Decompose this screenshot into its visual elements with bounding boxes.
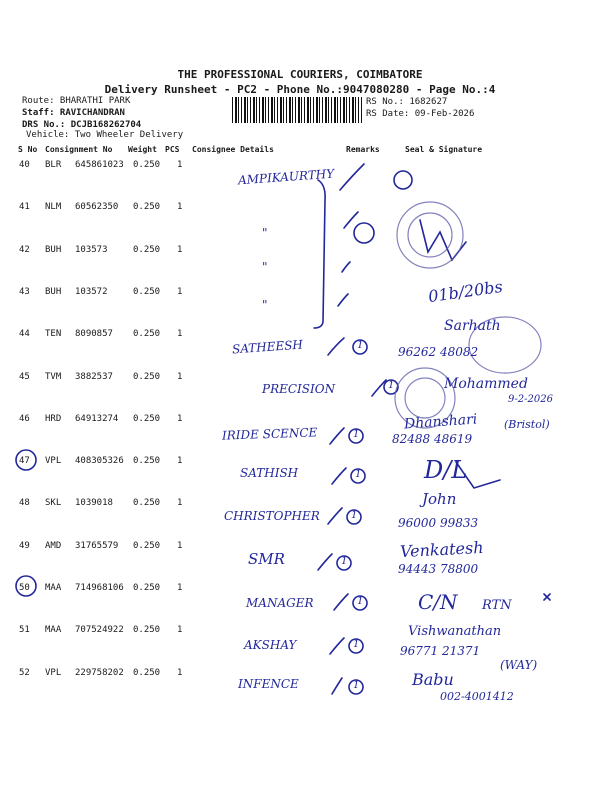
- row-pcs: 1: [177, 583, 183, 593]
- signature-scribble: [420, 220, 466, 260]
- sno-circle: [16, 576, 36, 596]
- row-weight: 0.250: [133, 413, 161, 424]
- row-sno: 40: [19, 160, 30, 170]
- tick-mark: [328, 338, 344, 355]
- row-weight: 0.250: [133, 371, 161, 382]
- row-consignment-number: 60562350: [75, 202, 119, 213]
- row-consignment-code: SKL: [45, 498, 62, 509]
- hw-signature-50-cn: C/N: [418, 590, 458, 614]
- row-consignment-code: TVM: [45, 371, 62, 382]
- row-consignment-code: TEN: [45, 329, 62, 340]
- row-sno: 51: [19, 625, 30, 636]
- hw-remark-52: 1: [353, 680, 360, 691]
- hw-signature-45-date: 9-2-2026: [508, 394, 553, 405]
- hw-consignee-46: IRIDE SCENCE: [221, 425, 318, 443]
- tick-mark: [318, 554, 332, 570]
- row-sno: 46: [19, 413, 30, 424]
- hw-remark-51: 1: [353, 639, 360, 650]
- row-pcs: 1: [177, 667, 183, 678]
- row-consignment-number: 3882537: [75, 371, 113, 382]
- drs-number: DRS No.: DCJB168262704: [22, 120, 142, 130]
- col-remarks: Remarks: [346, 145, 380, 154]
- rs-date: RS Date: 09-Feb-2026: [366, 109, 475, 119]
- vehicle-label: Vehicle: Two Wheeler Delivery: [26, 130, 184, 140]
- col-sno: S No: [18, 145, 38, 154]
- hw-consignee-40: AMPIKAURTHY: [237, 166, 335, 188]
- hw-signature-43: 01b/20bs: [427, 276, 504, 307]
- hw-consignee-43: ": [262, 298, 268, 312]
- hw-remark-44: 1: [357, 340, 364, 351]
- row-weight: 0.250: [133, 625, 161, 636]
- row-consignment-code: AMD: [45, 540, 62, 551]
- remark-circle: [394, 171, 412, 189]
- row-consignment-number: 103572: [75, 286, 108, 297]
- office-stamp-outer: [397, 202, 463, 268]
- row-weight: 0.250: [133, 244, 161, 255]
- row-pcs: 1: [177, 202, 183, 213]
- row-pcs: 1: [177, 371, 183, 382]
- row-consignment-number: 103573: [75, 244, 108, 255]
- tick-mark: [328, 508, 342, 524]
- hw-consignee-41: ": [262, 226, 268, 240]
- tick-mark: [332, 468, 346, 484]
- row-weight: 0.250: [133, 286, 161, 297]
- row-sno: 44: [19, 329, 30, 340]
- hw-consignee-44: SATHEESH: [231, 337, 304, 357]
- row-pcs: 1: [177, 160, 183, 170]
- hw-signature-46-phone: 82488 48619: [392, 432, 473, 446]
- hw-signature-52-note: (WAY): [500, 658, 538, 672]
- row-consignment-number: 64913274: [75, 413, 119, 424]
- row-pcs: 1: [177, 540, 183, 551]
- row-sno: 43: [19, 286, 30, 297]
- rs-number: RS No.: 1682627: [366, 97, 448, 107]
- row-consignment-code: VPL: [45, 456, 62, 467]
- hw-signature-47: D/L: [424, 456, 468, 484]
- tick-mark: [332, 678, 342, 694]
- row-sno: 48: [19, 498, 30, 509]
- hw-consignee-45: PRECISION: [262, 382, 336, 396]
- row-weight: 0.250: [133, 202, 161, 213]
- col-pcs: PCS: [165, 145, 180, 154]
- hw-signature-46-note: (Bristol): [504, 418, 550, 431]
- hw-signature-52-name: Babu: [412, 670, 454, 689]
- row-consignment-number: 645861023: [75, 160, 124, 170]
- tick-mark: [330, 638, 344, 654]
- hw-remark-48: 1: [351, 510, 358, 521]
- staff-label: Staff: RAVICHANDRAN: [22, 108, 125, 118]
- tick-mark: [340, 164, 364, 190]
- runsheet-subtitle: Delivery Runsheet - PC2 - Phone No.:9047080280 - Page No.:4: [104, 83, 496, 96]
- hw-consignee-47: SATHISH: [240, 466, 299, 480]
- row-consignment-number: 707524922: [75, 625, 124, 636]
- row-consignment-code: VPL: [45, 667, 62, 678]
- hw-signature-52-phone: 002-4001412: [440, 690, 514, 703]
- hw-consignee-48: CHRISTOPHER: [224, 509, 320, 523]
- row-consignment-number: 8090857: [75, 329, 113, 340]
- tick-mark: [342, 262, 350, 272]
- row-weight: 0.250: [133, 667, 161, 678]
- row-sno: 41: [19, 202, 30, 213]
- hw-signature-45-name: Mohammed: [444, 376, 528, 392]
- tick-mark: [338, 294, 348, 306]
- row-consignment-code: NLM: [45, 202, 62, 213]
- row-weight: 0.250: [133, 540, 161, 551]
- row-consignment-code: HRD: [45, 413, 62, 424]
- row-sno: 49: [19, 540, 30, 551]
- row-sno: 45: [19, 371, 30, 382]
- row-weight: 0.250: [133, 498, 161, 509]
- hw-consignee-49: SMR: [248, 550, 285, 568]
- hw-remark-45: 1: [388, 380, 395, 391]
- row-consignment-code: BUH: [45, 244, 62, 255]
- hw-signature-49-phone: 94443 78800: [398, 562, 479, 576]
- col-weight: Weight: [128, 145, 157, 154]
- hw-signature-44-phone: 96262 48082: [398, 345, 479, 359]
- row-pcs: 1: [177, 329, 183, 340]
- remark-circle: [354, 223, 374, 243]
- hw-signature-44-name: Sarhath: [444, 318, 501, 334]
- precision-stamp-inner: [405, 378, 445, 418]
- row-consignment-code: BLR: [45, 160, 62, 170]
- hw-consignee-52: INFENCE: [238, 677, 299, 691]
- hw-signature-49-name: Venkatesh: [399, 537, 484, 562]
- hw-remark-46: 1: [353, 429, 360, 440]
- hw-signature-51-name: Vishwanathan: [408, 624, 502, 639]
- col-consignee: Consignee Details: [192, 145, 274, 154]
- hw-signature-46-name: Dhanshari: [403, 411, 478, 433]
- row-pcs: 1: [177, 244, 183, 255]
- row-consignment-number: 229758202: [75, 667, 124, 678]
- row-weight: 0.250: [133, 329, 161, 340]
- ditto-bracket: [314, 180, 325, 328]
- tick-mark: [344, 212, 358, 228]
- row-consignment-number: 714968106: [75, 583, 124, 593]
- hw-remark-47: 1: [355, 469, 362, 480]
- route-label: Route: BHARATHI PARK: [22, 96, 131, 106]
- hw-signature-48-phone: 96000 99833: [398, 516, 479, 530]
- row-consignment-number: 1039018: [75, 498, 113, 509]
- hw-consignee-50: MANAGER: [246, 596, 314, 610]
- row-pcs: 1: [177, 456, 183, 467]
- hw-consignee-42: ": [262, 260, 268, 274]
- col-seal-signature: Seal & Signature: [405, 145, 483, 154]
- row-consignment-code: MAA: [45, 583, 62, 593]
- row-consignment-code: MAA: [45, 625, 62, 636]
- hw-consignee-51: AKSHAY: [244, 638, 297, 652]
- row-pcs: 1: [177, 413, 183, 424]
- row-consignment-number: 408305326: [75, 456, 124, 467]
- col-consignment: Consignment No: [45, 145, 113, 154]
- tick-mark: [330, 428, 344, 444]
- company-title: THE PROFESSIONAL COURIERS, COIMBATORE: [177, 68, 423, 81]
- row-pcs: 1: [177, 625, 183, 636]
- row-sno: 42: [19, 244, 30, 255]
- row-sno: 52: [19, 667, 30, 678]
- row-weight: 0.250: [133, 583, 161, 593]
- hw-signature-50-rtn: RTN: [482, 598, 512, 613]
- hw-remark-49: 1: [341, 556, 348, 567]
- hw-remark-50: 1: [357, 596, 364, 607]
- hw-signature-51-phone: 96771 21371: [400, 644, 481, 658]
- tick-mark: [334, 594, 348, 610]
- row-sno: 47: [19, 456, 30, 467]
- row-pcs: 1: [177, 498, 183, 509]
- row-weight: 0.250: [133, 160, 161, 170]
- row-consignment-number: 31765579: [75, 540, 119, 551]
- plus-mark: [544, 594, 550, 600]
- row-sno: 50: [19, 583, 30, 593]
- hw-signature-48-name: John: [422, 490, 457, 508]
- office-stamp-inner: [408, 213, 452, 257]
- row-pcs: 1: [177, 286, 183, 297]
- sno-circle: [16, 450, 36, 470]
- row-weight: 0.250: [133, 456, 161, 467]
- row-consignment-code: BUH: [45, 286, 62, 297]
